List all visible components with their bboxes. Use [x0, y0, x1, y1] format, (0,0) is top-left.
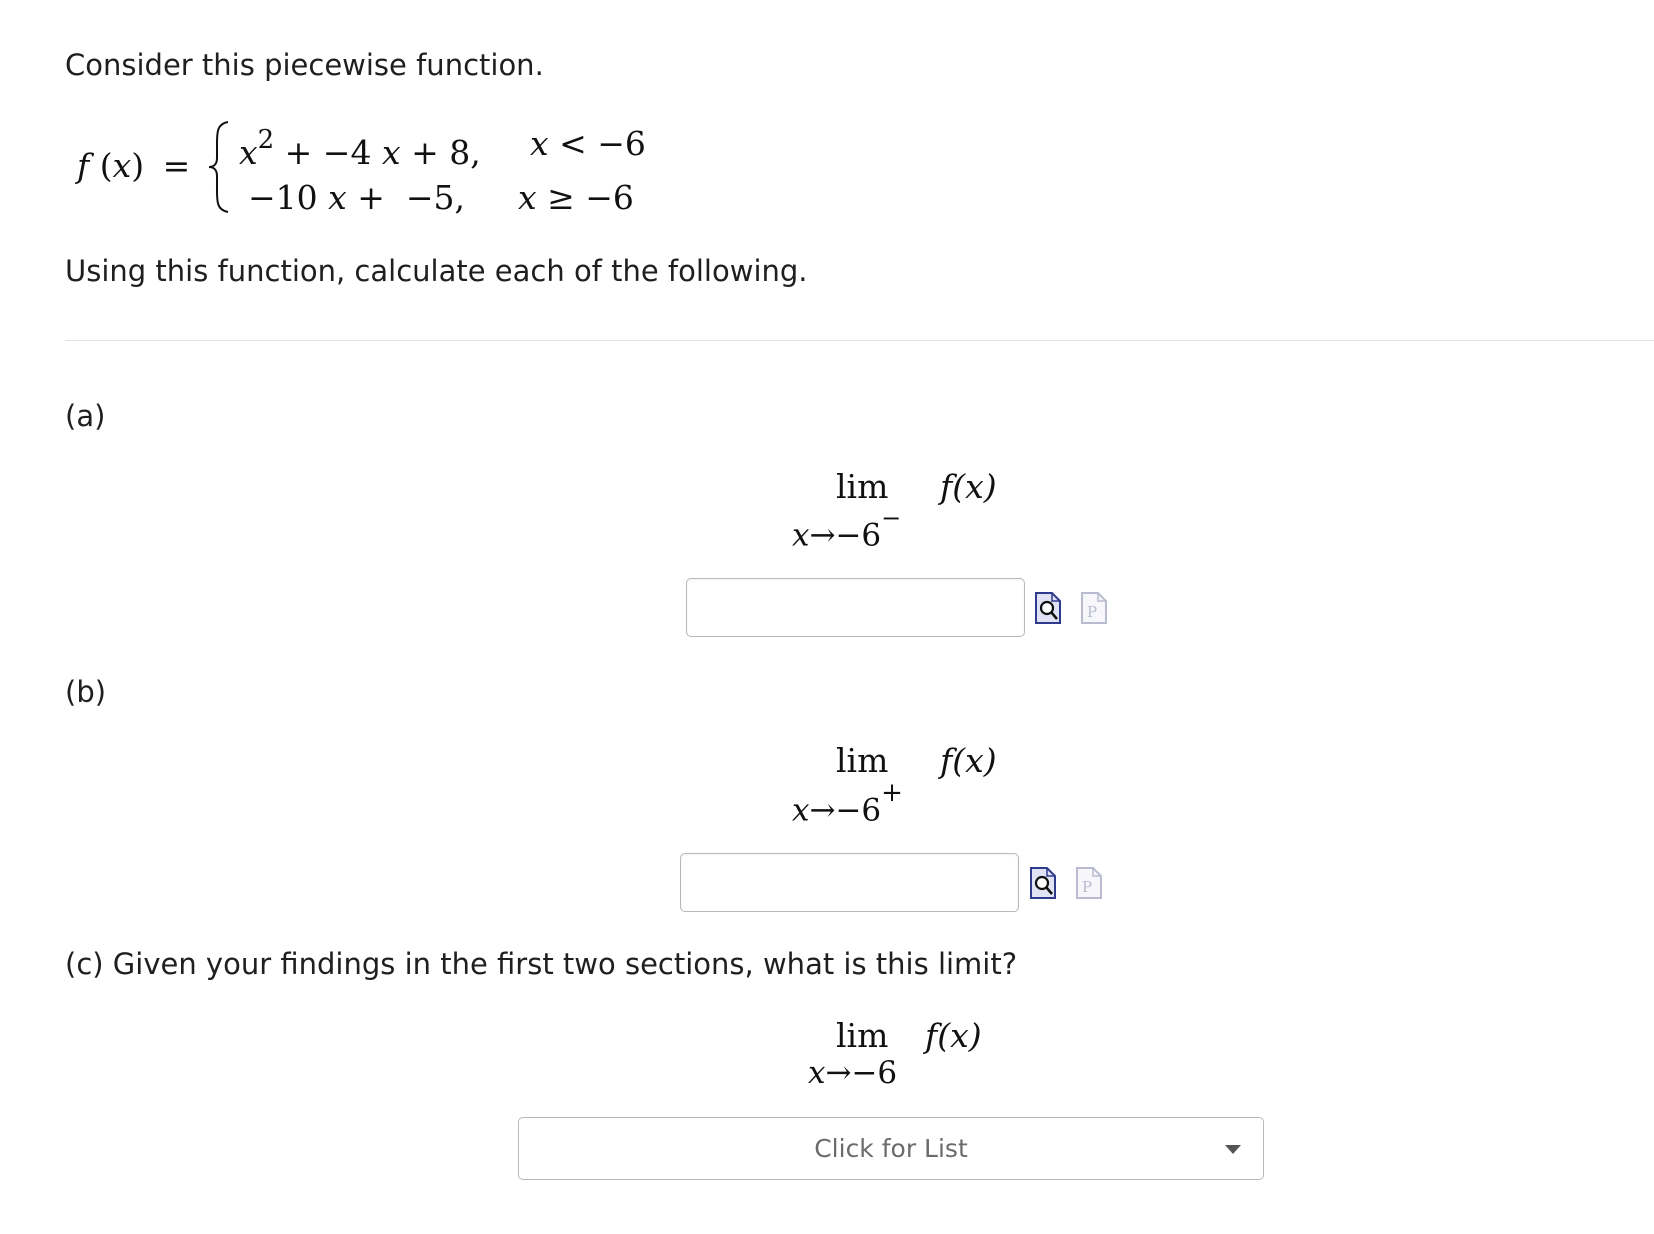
- part-b-function: f(x): [940, 741, 997, 780]
- left-brace: [206, 118, 234, 216]
- part-c-subscript: x→−6: [808, 1055, 898, 1091]
- math-palette-icon[interactable]: [1080, 591, 1108, 625]
- part-c-question: (c) Given your findings in the first two sections, what is this limit?: [65, 947, 1018, 981]
- part-b-lim: lim: [836, 741, 889, 780]
- piece-2-condition: x ≥ −6: [518, 178, 634, 217]
- preview-magnifier-icon[interactable]: [1034, 591, 1062, 625]
- part-a-function: f(x): [940, 467, 997, 506]
- part-c-function: f(x): [925, 1016, 982, 1055]
- instruction-text: Using this function, calculate each of the following.: [65, 254, 808, 288]
- piece-1-condition: x < −6: [530, 124, 646, 163]
- part-c-answer-dropdown[interactable]: [518, 1117, 1264, 1180]
- intro-text: Consider this piecewise function.: [65, 48, 544, 82]
- section-divider: [65, 340, 1654, 341]
- part-a-subscript: x→−6−: [792, 504, 902, 554]
- part-a-lim: lim: [836, 467, 889, 506]
- part-b-subscript: x→−6+: [792, 778, 903, 829]
- function-name: f: [77, 146, 90, 185]
- piece-1-expression: $x^2 + -4$ x + 8,: [239, 125, 481, 172]
- dropdown-label: Click for List: [814, 1134, 968, 1163]
- part-a-label: (a): [65, 399, 106, 433]
- preview-magnifier-icon[interactable]: [1029, 866, 1057, 900]
- math-palette-icon[interactable]: [1075, 866, 1103, 900]
- piece-2-expression: −10 x + −5,: [248, 178, 466, 217]
- chevron-down-icon: [1225, 1145, 1241, 1154]
- function-lhs: f (x) =: [77, 146, 191, 185]
- part-c-lim: lim: [836, 1016, 889, 1055]
- part-a-answer-input[interactable]: [686, 578, 1025, 637]
- part-b-answer-input[interactable]: [680, 853, 1019, 912]
- svg-text:P: P: [1082, 878, 1093, 896]
- svg-text:P: P: [1087, 603, 1098, 621]
- part-b-label: (b): [65, 675, 107, 709]
